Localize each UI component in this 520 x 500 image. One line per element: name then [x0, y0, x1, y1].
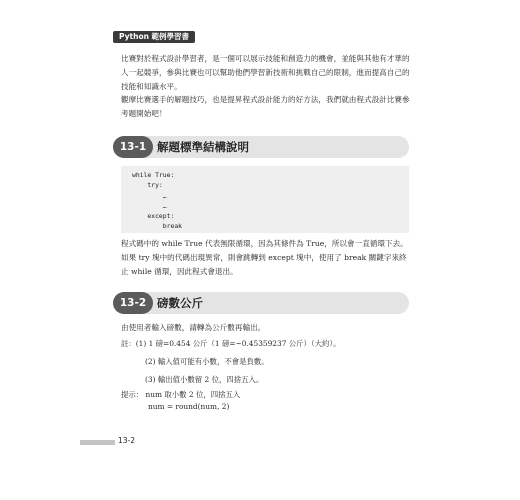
note-item-2: (2) 輸入值可能有小數，不會是負數。 [145, 357, 269, 366]
problem-description: 由使用者輸入磅數，請轉為公斤數再輸出。 [121, 323, 266, 332]
code-text: while True: try: … … except: break [132, 171, 183, 231]
note-item-1: 註：(1) 1 磅=0.454 公斤（1 磅=~0.45359237 公斤）（大約）。 [121, 339, 341, 348]
section-title: 磅數公斤 [157, 296, 203, 310]
intro-paragraph-2: 觀摩比賽選手的解題技巧，也是提昇程式設計能力的好方法，我們就由程式設計比賽參考題開始吧！ [121, 95, 410, 118]
section-title: 解題標準結構說明 [157, 140, 249, 154]
code-explanation-paragraph: 程式碼中的 while True 代表無限循環，因為其條件為 True，所以會一直循環下去。如果 try 塊中的代碼出現異常，則會跳轉到 except 塊中，使用了 break 關鍵字來終止 while 循環，因此程式會退出。 [121, 239, 408, 276]
note-item-3: (3) 輸出值小數留 2 位，四捨五入。 [145, 375, 264, 384]
hint-line-2: num = round(num, 2) [148, 402, 230, 411]
section-number: 13-2 [113, 292, 153, 314]
code-block [121, 166, 409, 233]
intro-paragraph-1: 比賽對於程式設計學習者，是一個可以展示技能和創造力的機會，並能與其他有才華的人一起競爭，參與比賽也可以幫助他們學習新技術和挑戰自己的限制，進而提高自己的技能和知識水平。 [121, 54, 410, 91]
book-title-tag: Python 範例學習書 [113, 31, 195, 43]
section-heading-13-1 [113, 136, 409, 158]
page-number: 13-2 [118, 436, 136, 445]
section-heading-13-2 [113, 292, 409, 314]
hint-line-1: 提示： num 取小數 2 位，四捨五入 [121, 390, 241, 399]
section-number: 13-1 [113, 136, 153, 158]
footer-bar [80, 440, 115, 445]
